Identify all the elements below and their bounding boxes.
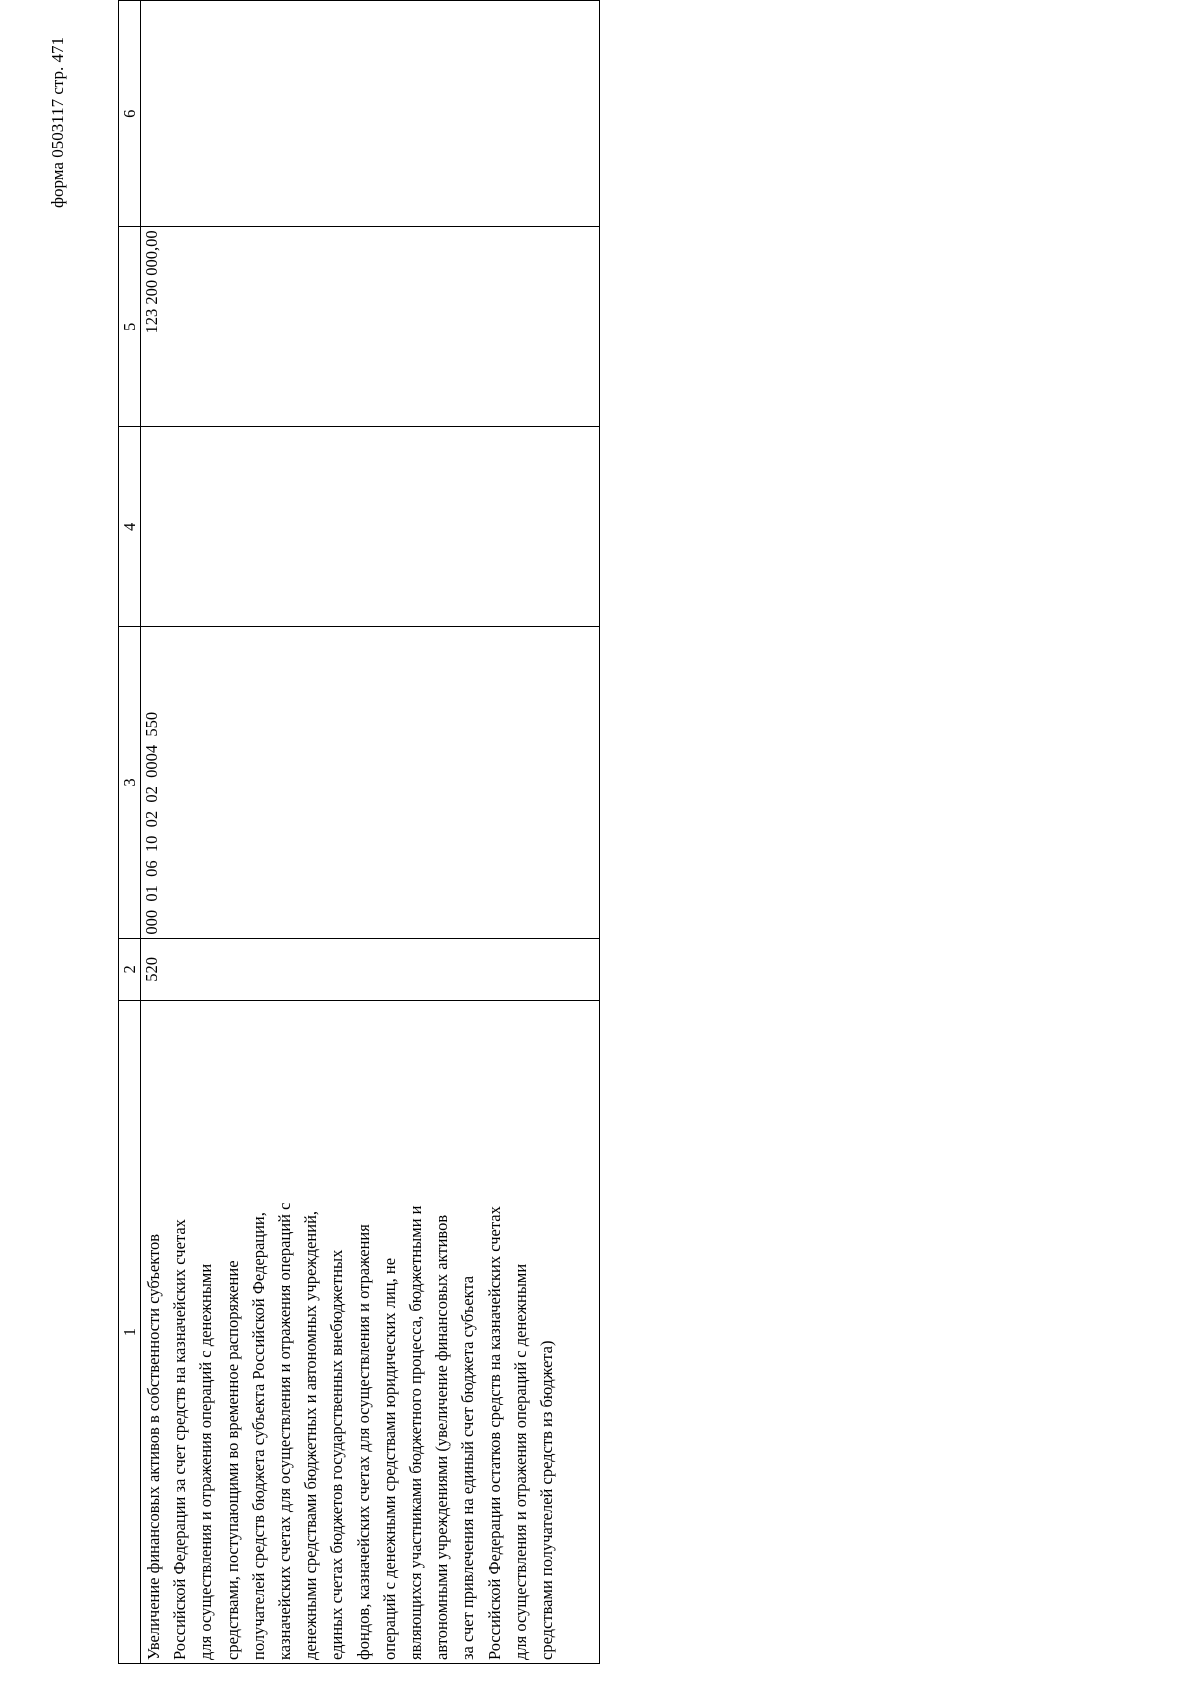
column-number-4: 4 — [119, 427, 141, 627]
line-code: 520 — [141, 938, 600, 1001]
form-reference: форма 0503117 стр. 471 — [48, 37, 67, 208]
description-line: Российской Федерации остатков средств на казначейских счетах — [484, 1206, 504, 1660]
description-line: для осуществления и отражения операций с денежными — [510, 1263, 530, 1660]
column-number-1: 1 — [119, 1001, 141, 1664]
column-number-3: 3 — [119, 627, 141, 938]
budget-classification-code: 000 01 06 10 02 02 0004 550 — [141, 627, 600, 938]
column-number-5: 5 — [119, 227, 141, 427]
description-line: казначейских счетах для осуществления и отражения операций с — [275, 1202, 295, 1660]
description-line: единых счетах бюджетов государственных внебюджетных — [327, 1249, 347, 1660]
description-line: Российской Федерации за счет средств на казначейских счетах — [170, 1219, 190, 1660]
amount-value: 123 200 000,00 — [141, 227, 600, 427]
column-number-row — [119, 1, 141, 1664]
column-number-6: 6 — [119, 1, 141, 227]
description-line: для осуществления и отражения операций с денежными — [196, 1263, 216, 1660]
description-line: Увеличение финансовых активов в собственности субъектов — [144, 1233, 163, 1660]
column-number-2: 2 — [119, 938, 141, 1001]
description-line: автономными учреждениями (увеличение финансовых активов — [432, 1214, 452, 1660]
indicator-description — [141, 1001, 600, 1664]
report-table — [118, 0, 600, 1664]
description-line: средствами, поступающими во временное распоряжение — [222, 1260, 242, 1660]
description-line: средствами получателей средств из бюджета) — [537, 1340, 557, 1660]
column-6-value — [141, 1, 600, 227]
description-line: денежными средствами бюджетных и автономных учреждений, — [301, 1210, 321, 1660]
description-line: операций с денежными средствами юридических лиц, не — [379, 1257, 399, 1660]
table-row — [141, 1, 600, 1664]
description-line: фондов, казначейских счетах для осуществления и отражения — [353, 1224, 373, 1660]
description-line: являющихся участниками бюджетного процесса, бюджетными и — [406, 1205, 426, 1660]
column-4-value — [141, 427, 600, 627]
description-line: получателей средств бюджета субъекта Российской Федерации, — [248, 1212, 268, 1660]
description-line: за счет привлечения на единый счет бюджета субъекта — [458, 1275, 478, 1660]
